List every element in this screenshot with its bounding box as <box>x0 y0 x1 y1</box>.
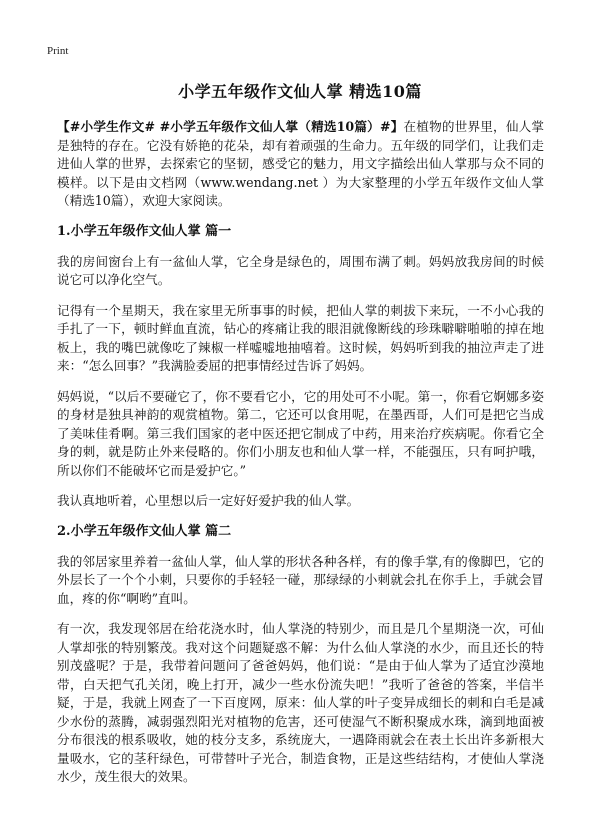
page-title: 小学五年级作文仙人掌 精选10篇 <box>178 82 422 101</box>
intro-paragraph <box>57 118 544 211</box>
print-link[interactable]: Print <box>47 45 69 57</box>
section-heading: 2.小学五年级作文仙人掌 篇二 <box>57 523 232 539</box>
section-paragraph: 我认真地听着，心里想以后一定好好爱护我的仙人掌。 <box>57 493 360 508</box>
section-paragraph: 记得有一个星期天，我在家里无所事事的时候，把仙人掌的刺拔下来玩，一不小心我的手扎了一下，顿时鲜血直流，钻心的疼痛让我的眼泪就像断线的珍珠噼噼啪啪的掉在地板上，我的嘴巴就像吃了辣椒一样嘘嘘地抽嘻着。这时候，妈妈听到我的抽泣声走了进来：“怎么回事？”我满脸委屈的把事情经过告诉了妈妈。 <box>57 302 544 373</box>
section-paragraph: 我的邻居家里养着一盆仙人掌，仙人掌的形状各种各样，有的像手掌,有的像脚巴，它的外层长了一个个小刺，只要你的手轻轻一碰，那绿绿的小刺就会扎在你手上，手就会冒血，疼的你“啊哟”直叫。 <box>57 553 544 606</box>
section-paragraph: 妈妈说，“以后不要碰它了，你不要看它小，它的用处可不小呢。第一，你看它婀娜多姿的身材是独具神韵的观赏植物。第二，它还可以食用呢，在墨西哥，人们可是把它当成了美味佳肴啊。第三我们国家的老中医还把它制成了中药，用来治疗疾病呢。你看它全身的刺，就是防止外来侵略的。你们小朋友也和仙人掌一样，不能强压，只有呵护哦，所以你们不能破坏它而是爱护它。” <box>57 388 544 478</box>
section-paragraph: 有一次，我发现邻居在给花浇水时，仙人掌浇的特别少，而且是几个星期浇一次，可仙人掌却张的特别繁茂。我对这个问题疑惑不解：为什么仙人掌浇的水少，而且还长的特别茂盛呢？于是，我带着问题问了爸爸妈妈，他们说：“是由于仙人掌为了适宜沙漠地带，白天把气孔关闭，晚上打开，减少一些水份流失吧！”我听了爸爸的答案，半信半疑，于是，我就上网查了一下百度网，原来：仙人掌的叶子变异成细长的刺和白毛是减少水份的蒸腾，减弱强烈阳光对植物的危害，还可使湿气不断积聚成水珠，滴到地面被分布很浅的根系吸收，她的枝分支多，系统庞大，一遇降雨就会在表土长出许多新根大量吸水，它的茎秆绿色，可带替叶子光合，制造食物，正是这些结结构，才使仙人掌浇水少，茂生很大的效果。 <box>57 621 544 784</box>
section-heading: 1.小学五年级作文仙人掌 篇一 <box>57 223 232 239</box>
section-paragraph: 我的房间窗台上有一盆仙人掌，它全身是绿色的，周围布满了刺。妈妈放我房间的时候说它可以净化空气。 <box>57 253 544 287</box>
article-body <box>57 118 544 799</box>
intro-text: 在植物的世界里，仙人掌是独特的存在。它没有娇艳的花朵，却有着顽强的生命力。五年级的同学们，让我们走进仙人掌的世界，去探索它的坚韧，感受它的魅力，用文字描绘出仙人掌那与众不同的模样。以下是由文档网（www.wendang.net ）为大家整理的小学五年级作文仙人掌（精选10篇），欢迎大家阅读。 <box>57 119 544 208</box>
intro-tag: 【#小学生作文# #小学五年级作文仙人掌（精选10篇）#】 <box>57 119 404 134</box>
